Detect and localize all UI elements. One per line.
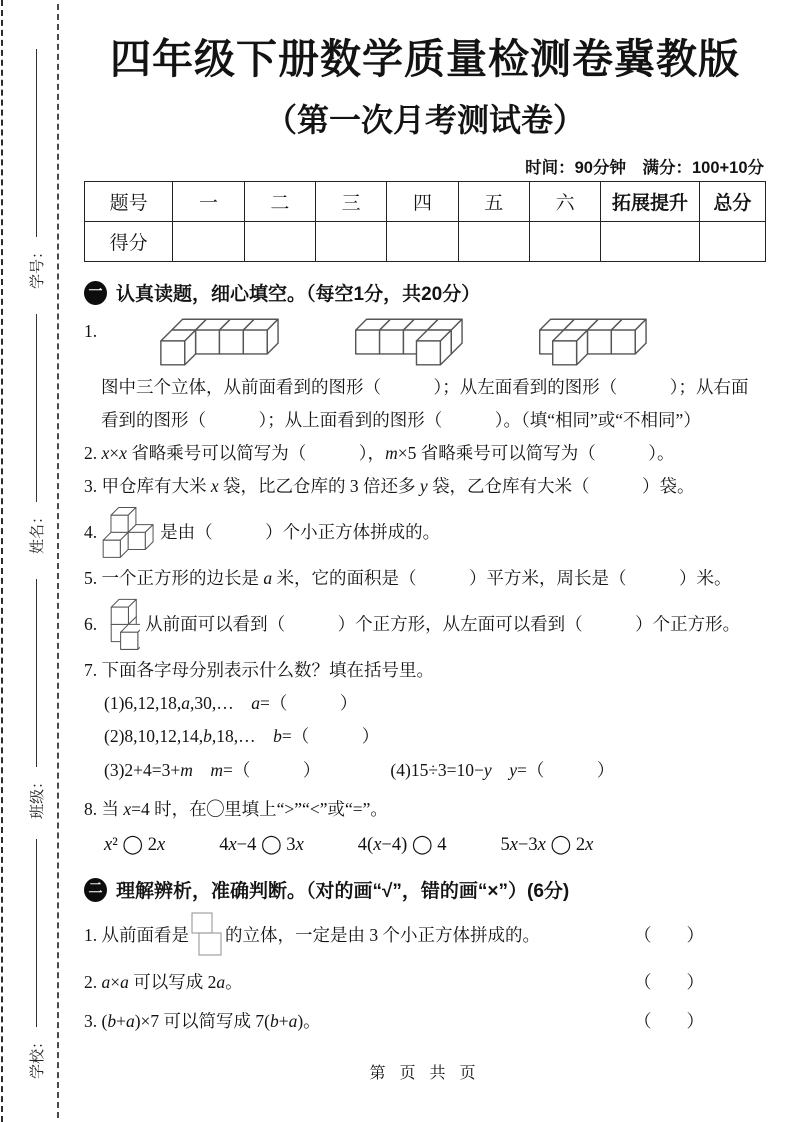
section2-header [84, 876, 766, 903]
student-name-write-line [36, 314, 37, 502]
student-id-label: 学号： [29, 243, 46, 289]
score-table [84, 181, 766, 262]
exam-margin-column [0, 4, 59, 1118]
class-write-line [36, 579, 37, 767]
solid-figure-3 [527, 316, 649, 367]
question7: 7. 下面各字母分别表示什么数？填在括号里。 [84, 660, 434, 680]
question3: 3. 甲仓库有大米 x 袋，比乙仓库的 3 倍还多 y 袋，乙仓库有大米（ ）袋。 [84, 476, 695, 496]
score-header-cell: 总分 [699, 182, 765, 222]
section2-title: 理解辨析，准确判断。（对的画“√”，错的画“×”）(6分) [116, 881, 570, 902]
page-footer: 第 页 共 页 [369, 1065, 481, 1082]
score-row-label: 得分 [85, 222, 173, 262]
section2-number-badge: 二 [84, 878, 107, 902]
solid-figure-1 [159, 316, 281, 367]
student-name-field [24, 314, 48, 554]
paper-subtitle: （第一次月考测试卷） [264, 102, 585, 138]
score-empty-cell [244, 222, 315, 262]
section1-title: 认真读题，细心填空。（每空1分，共20分） [116, 284, 481, 305]
section1-number-badge: 一 [84, 281, 107, 305]
score-empty-cell [458, 222, 529, 262]
score-header-cell: 一 [173, 182, 244, 222]
score-empty-cell [316, 222, 387, 262]
score-empty-cell [601, 222, 699, 262]
question1-line2: 看到的图形（ ）；从上面看到的图形（ ）。（填“相同”或“不相同”） [101, 410, 701, 430]
judge-item-1 [84, 912, 766, 958]
question7-item3: (3)2+4=3+m m=（ ） [104, 760, 321, 780]
question8-comparison-3: 4(x−4) ◯ 4 [357, 835, 447, 855]
school-write-line [36, 839, 37, 1027]
judge3-answer-blank: （ ） [634, 1011, 704, 1031]
judge1-text-pre: 1. 从前面看是 [84, 925, 189, 945]
student-id-field [24, 49, 48, 289]
score-header-cell: 三 [316, 182, 387, 222]
judge2-answer-blank: （ ） [634, 972, 704, 992]
question7-item4: (4)15÷3=10−y y=（ ） [390, 760, 615, 780]
student-name-label: 姓名： [29, 508, 46, 554]
question8-comparison-4: 5x−3x ◯ 2x [500, 835, 594, 855]
question4-cube-figure [102, 505, 155, 559]
judge2-text: 2. a×a 可以写成 2a。 [84, 972, 243, 992]
question8: 8. 当 x=4 时，在◯里填上“>”“<”或“=”。 [84, 799, 388, 819]
judge1-squares-figure [189, 912, 225, 958]
question7-items34 [84, 753, 766, 787]
class-field [24, 579, 48, 819]
judge-item-2 [84, 967, 766, 997]
score-header-cell: 题号 [85, 182, 173, 222]
judge1-answer-blank: （ ） [634, 925, 704, 945]
school-label: 学校： [29, 1033, 46, 1079]
student-id-write-line [36, 49, 37, 237]
paper-title: 四年级下册数学质量检测卷冀教版 [110, 36, 740, 82]
question8-comparisons [84, 834, 766, 856]
score-empty-cell [387, 222, 458, 262]
question2: 2. x×x 省略乘号可以简写为（ ），m×5 省略乘号可以简写为（ ）。 [84, 443, 675, 463]
question8-comparison-2: 4x−4 ◯ 3x [219, 835, 304, 855]
class-label: 班级： [29, 773, 46, 819]
question1-figures [84, 316, 766, 367]
score-header-cell: 拓展提升 [601, 182, 699, 222]
question1-line1: 图中三个立体，从前面看到的图形（ ）；从左面看到的图形（ ）；从右面 [101, 377, 749, 397]
exam-paper [84, 0, 766, 1083]
question5: 5. 一个正方形的边长是 a 米，它的面积是（ ）平方米，周长是（ ）米。 [84, 568, 732, 588]
school-field [24, 839, 48, 1079]
score-header-cell: 六 [529, 182, 600, 222]
solid-figure-2 [343, 316, 465, 367]
judge3-text: 3. (b+a)×7 可以简写成 7(b+a)。 [84, 1011, 321, 1031]
time-score-info: 时间：90分钟 满分：100+10分 [525, 159, 764, 177]
judge1-text-post: 的立体，一定是由 3 个小正方体拼成的。 [225, 925, 540, 945]
judge-item-3 [84, 1006, 766, 1036]
score-header-cell: 四 [387, 182, 458, 222]
score-header-cell: 五 [458, 182, 529, 222]
question4-text: 是由（ ）个小正方体拼成的。 [160, 522, 441, 542]
question6-number: 6. [84, 614, 98, 634]
question4 [84, 505, 766, 559]
question7-item1: (1)6,12,18,a,30,… a=（ ） [104, 693, 358, 713]
question7-item2: (2)8,10,12,14,b,18,… b=（ ） [104, 726, 380, 746]
score-empty-cell [173, 222, 244, 262]
question8-comparison-1: x² ◯ 2x [104, 835, 166, 855]
question6-text: 从前面可以看到（ ）个正方形，从左面可以看到（ ）个正方形。 [145, 614, 741, 634]
question1-number: 1. [84, 321, 98, 341]
question4-number: 4. [84, 522, 98, 542]
question6 [84, 597, 766, 651]
question6-cube-figure [102, 597, 140, 651]
section1-header [84, 279, 766, 306]
score-empty-cell [529, 222, 600, 262]
score-empty-cell [699, 222, 765, 262]
score-header-cell: 二 [244, 182, 315, 222]
